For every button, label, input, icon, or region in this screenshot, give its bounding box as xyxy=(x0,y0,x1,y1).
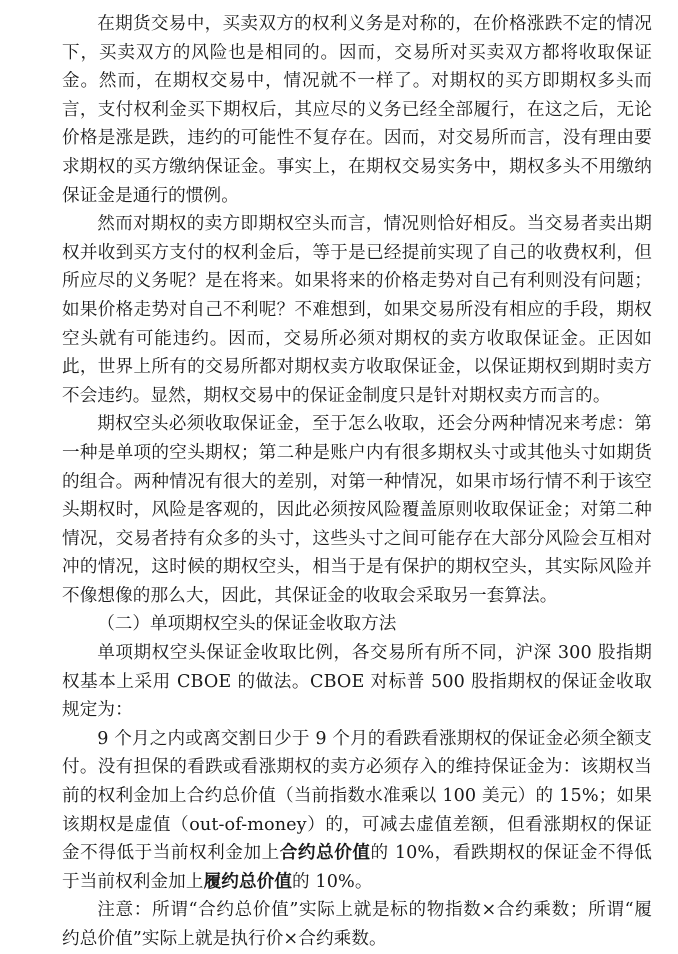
bold-term-contract-value: 合约总价值 xyxy=(279,843,371,864)
paragraph-note: 注意：所谓“合约总价值”实际上就是标的物指数×合约乘数；所谓“履约总价值”实际上就是执行价×合约乘数。 xyxy=(62,900,652,949)
paragraph-cboe-intro: 单项期权空头保证金收取比例，各交易所有所不同，沪深 300 股指期权基本上采用 CBOE 的做法。CBOE 对标普 500 股指期权的保证金收取规定为： xyxy=(62,643,652,721)
paragraph-margin-rule xyxy=(62,725,652,897)
paragraph-option-seller-risk: 然而对期权的卖方即期权空头而言，情况则恰好相反。当交易者卖出期权并收到买方支付的权利金后，等于是已经提前实现了自己的收费权利，但所应尽的义务呢？是在将来。如果将来的价格走势对自己有利则没有问题；如果价格走势对自己不利呢？不难想到，如果交易所没有相应的手段，期权空头就有可能违约。因而，交易所必须对期权的卖方收取保证金。正因如此，世界上所有的交易所都对期权卖方收取保证金，以保证期权到期时卖方不会违约。显然，期权交易中的保证金制度只是针对期权卖方而言的。 xyxy=(62,214,652,406)
paragraph-futures-symmetry: 在期货交易中，买卖双方的权利义务是对称的，在价格涨跌不定的情况下，买卖双方的风险也是相同的。因而，交易所对买卖双方都将收取保证金。然而，在期权交易中，情况就不一样了。对期权的买方即期权多头而言，支付权利金买下期权后，其应尽的义务已经全部履行，在这之后，无论价格是涨是跌，违约的可能性不复存在。因而，对交易所而言，没有理由要求期权的买方缴纳保证金。事实上，在期权交易实务中，期权多头不用缴纳保证金是通行的惯例。 xyxy=(62,14,652,206)
bold-term-exercise-value: 履约总价值 xyxy=(203,871,293,892)
paragraph-two-cases: 期权空头必须收取保证金，至于怎么收取，还会分两种情况来考虑：第一种是单项的空头期权；第二种是账户内有很多期权头寸或其他头寸如期货的组合。两种情况有很大的差别，对第一种情况，如果市场行情不利于该空头期权时，风险是客观的，因此必须按风险覆盖原则收取保证金；对第二种情况，交易者持有众多的头寸，这些头寸之间可能存在大部分风险会互相对冲的情况，这时候的期权空头，相当于是有保护的期权空头，其实际风险并不像想像的那么大，因此，其保证金的收取会采取另一套算法。 xyxy=(62,414,652,606)
margin-rule-text-3: 的 10%。 xyxy=(292,871,373,892)
margin-rule-text-2: 的 10%，看跌期权的保证金不得低于当前权利金加上 xyxy=(62,843,652,892)
document-page xyxy=(62,10,652,954)
margin-rule-text-1: 9 个月之内或离交割日少于 9 个月的看跌看涨期权的保证金必须全额支付。没有担保的看跌或看涨期权的卖方必须存入的维持保证金为：该期权当前的权利金加上合约总价值（当前指数水准乘以 100 美元）的 15%；如果该期权是虚值（out-of-money）的，可减去虚值差额，但看涨期权的保证金不得低于当前权利金加上 xyxy=(62,728,652,864)
section-heading: （二）单项期权空头的保证金收取方法 xyxy=(97,614,397,635)
